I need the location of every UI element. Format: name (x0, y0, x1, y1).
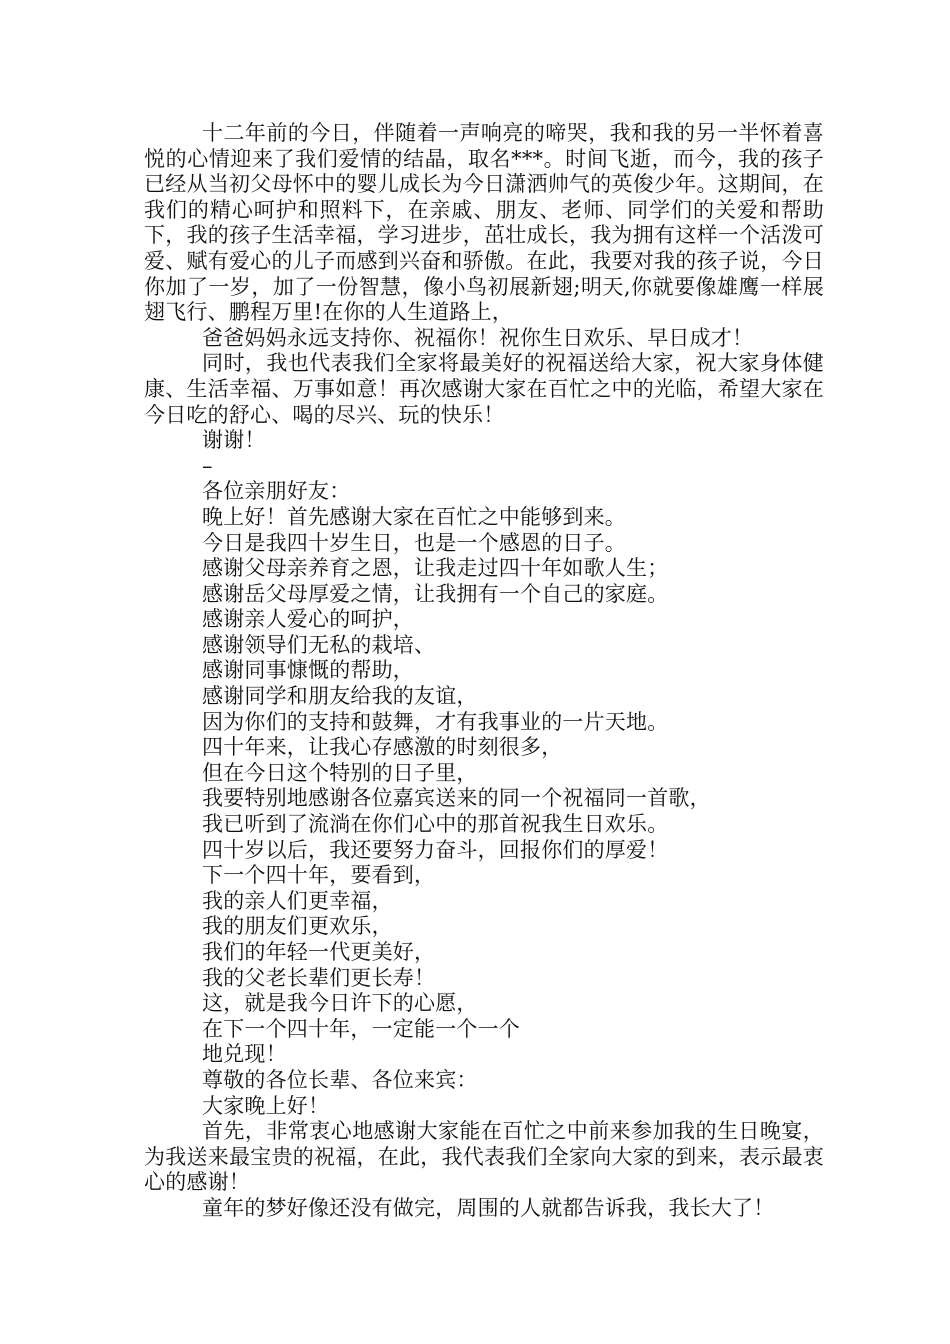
paragraph-line: 我们的年轻一代更美好， (202, 940, 436, 964)
paragraph-parents-blessing: 爸爸妈妈永远支持你、祝福你！祝你生日欢乐、早日成才！ (202, 325, 754, 350)
paragraph-birthday-speech-intro: 十二年前的今日，伴随着一声响亮的啼哭，我和我的另一半怀着喜悦的心情迎来了我们爱情的结晶，取名***。时间飞逝，而今，我的孩子已经从当初父母怀中的婴儿成长为今日潇洒帅气的英俊少年。这期间，在我们的精心呵护和照料下，在亲戚、朋友、老师、同学们的关爱和帮助下，我的孩子生活幸福，学习进步，茁壮成长，我为拥有这样一个活泼可爱、赋有爱心的儿子而感到兴奋和骄傲。在此，我要对我的孩子说，今日你加了一岁，加了一份智慧，像小鸟初展新翅;明天,你就要像雄鹰一样展翅飞行、鹏程万里!在你的人生道路上， (144, 121, 824, 325)
paragraph-line: 晚上好！首先感谢大家在百忙之中能够到来。 (202, 504, 626, 529)
paragraph-line: 感谢同学和朋友给我的友谊， (202, 684, 478, 709)
paragraph-line: 感谢岳父母厚爱之情，让我拥有一个自己的家庭。 (202, 581, 669, 606)
paragraph-thanks-guests: 首先，非常衷心地感谢大家能在百忙之中前来参加我的生日晚宴，为我送来最宝贵的祝福，在此，我代表我们全家向大家的到来，表示最衷心的感谢！ (144, 1119, 824, 1195)
paragraph-line: 感谢亲人爱心的呵护， (202, 607, 414, 632)
paragraph-line: 我要特别地感谢各位嘉宾送来的同一个祝福同一首歌， (202, 786, 711, 811)
paragraph-line: 感谢领导们无私的栽培、 (202, 632, 436, 657)
paragraph-line: 感谢父母亲养育之恩，让我走过四十年如歌人生； (202, 556, 669, 581)
paragraph-line: 我的亲人们更幸福， (202, 888, 393, 913)
paragraph-line: 但在今日这个特别的日子里， (202, 760, 478, 785)
paragraph-line: 我已听到了流淌在你们心中的那首祝我生日欢乐。 (202, 812, 669, 837)
paragraph-line: 大家晚上好！ (202, 1093, 330, 1118)
paragraph-dash: – (202, 453, 213, 478)
paragraph-line: 四十年来，让我心存感激的时刻很多， (202, 735, 563, 760)
paragraph-greeting-elders: 尊敬的各位长辈、各位来宾： (202, 1067, 478, 1092)
paragraph-line: 我的父老长辈们更长寿！ (202, 965, 436, 990)
paragraph-line: 我的朋友们更欢乐， (202, 914, 393, 939)
paragraph-line: 下一个四十年，要看到， (202, 863, 436, 888)
paragraph-line: 地兑现！ (202, 1042, 287, 1067)
paragraph-thanks: 谢谢！ (202, 428, 266, 453)
paragraph-blessing-guests: 同时，我也代表我们全家将最美好的祝福送给大家，祝大家身体健康、生活幸福、万事如意！再次感谢大家在百忙之中的光临，希望大家在今日吃的舒心、喝的尽兴、玩的快乐！ (144, 351, 824, 427)
paragraph-greeting: 各位亲朋好友： (202, 479, 351, 504)
paragraph-line: 在下一个四十年，一定能一个一个 (202, 1016, 520, 1041)
document-body (144, 121, 824, 1222)
paragraph-childhood: 童年的梦好像还没有做完，周围的人就都告诉我，我长大了！ (202, 1195, 775, 1220)
paragraph-line: 这，就是我今日许下的心愿， (202, 991, 478, 1016)
paragraph-line: 因为你们的支持和鼓舞，才有我事业的一片天地。 (202, 709, 669, 734)
paragraph-line: 四十岁以后，我还要努力奋斗，回报你们的厚爱！ (202, 837, 669, 862)
paragraph-line: 感谢同事慷慨的帮助， (202, 658, 414, 683)
paragraph-line: 今日是我四十岁生日，也是一个感恩的日子。 (202, 530, 626, 555)
